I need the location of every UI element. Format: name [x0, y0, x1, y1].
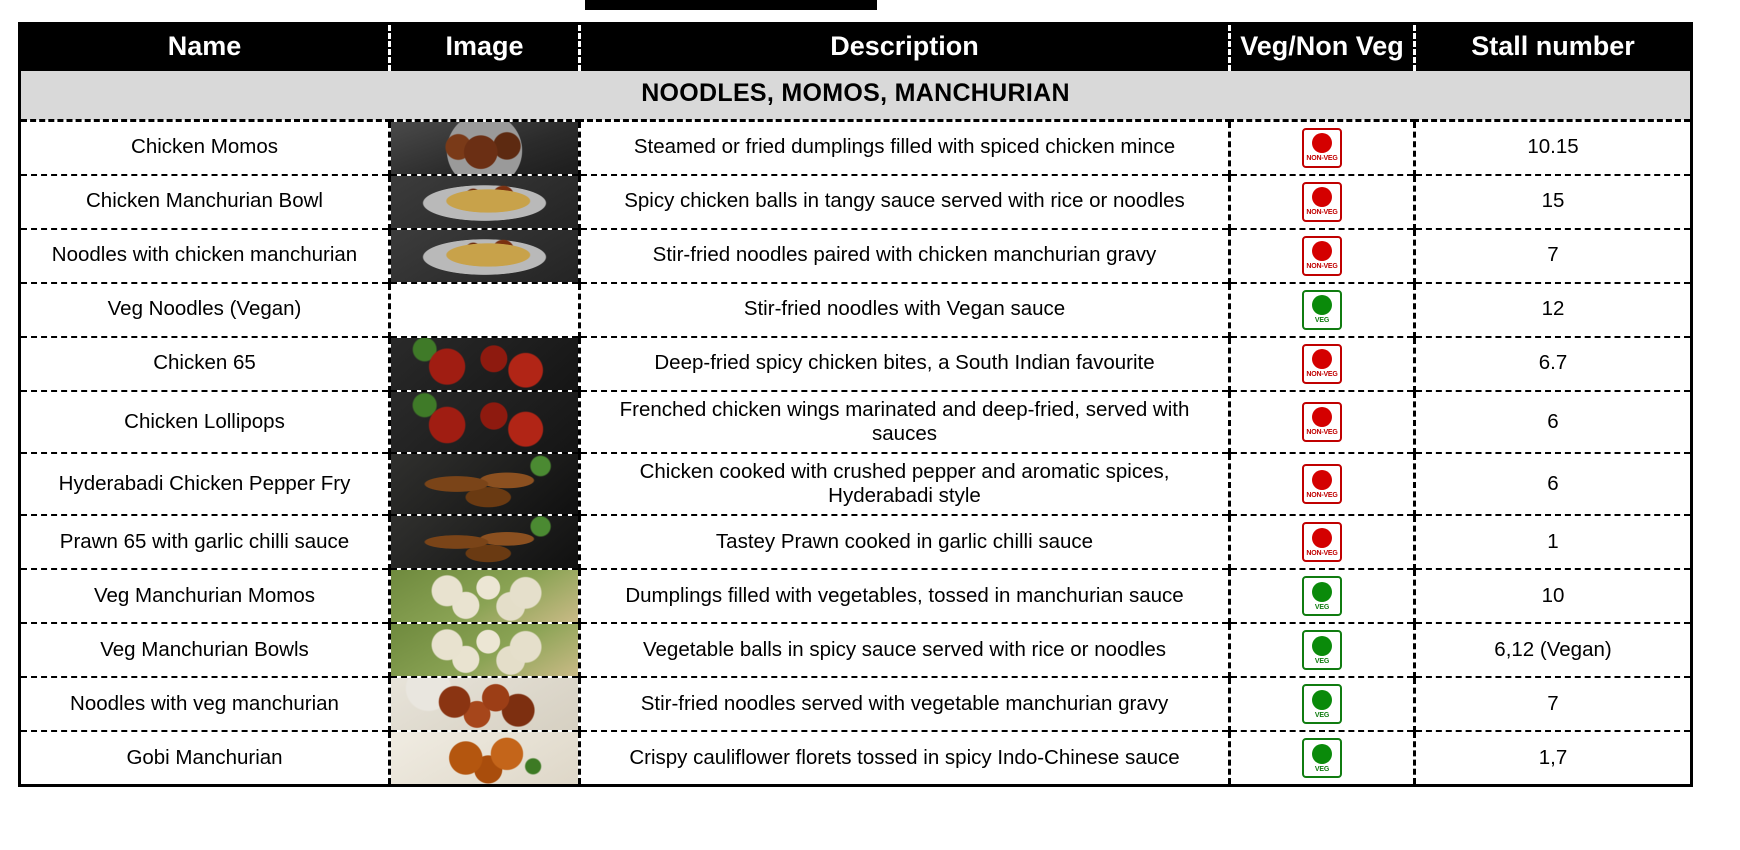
veg-indicator-dot: [1312, 349, 1332, 369]
non-veg-icon: [1302, 522, 1342, 562]
non-veg-icon: [1302, 344, 1342, 384]
cell-item-image: [390, 731, 580, 786]
cell-item-name: Veg Manchurian Bowls: [20, 623, 390, 677]
cell-item-name: Chicken Momos: [20, 120, 390, 175]
cell-veg-indicator: [1230, 453, 1415, 515]
cell-veg-indicator: [1230, 175, 1415, 229]
menu-table: [18, 22, 1693, 787]
cell-veg-indicator: [1230, 337, 1415, 391]
veg-indicator-dot: [1312, 636, 1332, 656]
chicken-manchurian-noodles-photo: [391, 176, 578, 228]
non-veg-icon: [1302, 402, 1342, 442]
cell-item-image: [390, 569, 580, 623]
cell-item-description: Vegetable balls in spicy sauce served with rice or noodles: [580, 623, 1230, 677]
cell-item-name: Noodles with veg manchurian: [20, 677, 390, 731]
veg-indicator-label: VEG: [1314, 317, 1330, 324]
cell-item-description: Spicy chicken balls in tangy sauce served with rice or noodles: [580, 175, 1230, 229]
cell-item-image: [390, 623, 580, 677]
cell-veg-indicator: [1230, 283, 1415, 337]
veg-indicator-dot: [1312, 528, 1332, 548]
table-row: [20, 337, 1692, 391]
cell-item-name: Veg Manchurian Momos: [20, 569, 390, 623]
cell-stall-number: 1,7: [1538, 746, 1568, 770]
veg-indicator-label: NON-VEG: [1306, 263, 1338, 270]
cell-item-description: Frenched chicken wings marinated and deep-fried, served with sauces: [580, 391, 1230, 453]
veg-indicator-dot: [1312, 241, 1332, 261]
cell-item-description: Dumplings filled with vegetables, tossed in manchurian sauce: [580, 569, 1230, 623]
section-header-row: [20, 71, 1692, 120]
cell-veg-indicator: [1230, 515, 1415, 569]
chicken-lollipops-photo: [391, 392, 578, 452]
table-row: [20, 453, 1692, 515]
column-header-image: Image: [390, 24, 580, 72]
cell-stall-number: 12: [1415, 283, 1692, 337]
cell-stall-number: 7: [1415, 677, 1692, 731]
non-veg-icon: [1302, 236, 1342, 276]
cell-item-image: [390, 391, 580, 453]
veg-icon: [1302, 290, 1342, 330]
table-row: [20, 623, 1692, 677]
table-row: [20, 229, 1692, 283]
cell-item-image: [390, 515, 580, 569]
cell-item-name: Veg Noodles (Vegan): [20, 283, 390, 337]
prawn-65-photo: [391, 516, 578, 568]
veg-indicator-dot: [1312, 407, 1332, 427]
section-title: NOODLES, MOMOS, MANCHURIAN: [20, 71, 1692, 120]
hyderabadi-chicken-pepper-fry-photo: [391, 454, 578, 514]
non-veg-icon: [1302, 128, 1342, 168]
cell-item-description: Stir-fried noodles served with vegetable manchurian gravy: [580, 677, 1230, 731]
column-header-veg-nonveg: Veg/Non Veg: [1230, 24, 1415, 72]
veg-indicator-label: VEG: [1314, 711, 1330, 719]
veg-icon: [1302, 738, 1342, 778]
table-row: [20, 677, 1692, 731]
veg-manchurian-bowl-photo: [391, 624, 578, 676]
cell-item-name: Chicken Lollipops: [20, 391, 390, 453]
table-row: [20, 283, 1692, 337]
veg-manchurian-momos-photo: [391, 570, 578, 622]
veg-indicator-label: VEG: [1314, 765, 1330, 773]
veg-indicator-dot: [1312, 295, 1332, 315]
veg-icon: [1302, 630, 1342, 670]
cell-item-image: [390, 453, 580, 515]
veg-indicator-dot: [1312, 582, 1332, 602]
veg-indicator-label: NON-VEG: [1306, 549, 1338, 557]
table-row: [20, 731, 1692, 786]
cell-item-image: [390, 120, 580, 175]
cell-item-name: Noodles with chicken manchurian: [20, 229, 390, 283]
cell-veg-indicator: [1230, 623, 1415, 677]
veg-indicator-dot: [1312, 187, 1332, 207]
table-row: [20, 120, 1692, 175]
header-row: [20, 24, 1692, 72]
veg-indicator-dot: [1312, 470, 1332, 490]
cell-item-description: Stir-fried noodles with Vegan sauce: [580, 283, 1230, 337]
table-body: [20, 71, 1692, 786]
cell-stall-number: 10.15: [1415, 120, 1692, 175]
column-header-description: Description: [580, 24, 1230, 72]
cell-stall-number: 6.7: [1415, 337, 1692, 391]
cell-item-name: Prawn 65 with garlic chilli sauce: [20, 515, 390, 569]
veg-indicator-dot: [1312, 133, 1332, 153]
top-black-bar: [585, 0, 877, 10]
cell-stall-number: 7: [1415, 229, 1692, 283]
cell-item-description: Chicken cooked with crushed pepper and aromatic spices, Hyderabadi style: [580, 453, 1230, 515]
cell-item-image: [390, 229, 580, 283]
cell-item-description: Deep-fried spicy chicken bites, a South Indian favourite: [580, 337, 1230, 391]
cell-item-description: Stir-fried noodles paired with chicken manchurian gravy: [580, 229, 1230, 283]
cell-veg-indicator: [1230, 731, 1415, 786]
cell-item-image: [390, 175, 580, 229]
veg-indicator-label: NON-VEG: [1306, 155, 1338, 162]
cell-item-image: [390, 677, 580, 731]
cell-item-name: Chicken 65: [20, 337, 390, 391]
table-row: [20, 391, 1692, 453]
table-row: [20, 175, 1692, 229]
menu-table-container: [18, 22, 1690, 787]
cell-veg-indicator: [1230, 120, 1415, 175]
cell-stall-number: 15: [1415, 175, 1692, 229]
chicken-momos-photo: [391, 122, 578, 174]
cell-veg-indicator: [1230, 677, 1415, 731]
cell-item-image: [390, 337, 580, 391]
veg-indicator-label: NON-VEG: [1306, 491, 1338, 499]
cell-stall-number: 6,12 (Vegan): [1415, 623, 1692, 677]
cell-item-name: Chicken Manchurian Bowl: [20, 175, 390, 229]
cell-item-name: Hyderabadi Chicken Pepper Fry: [20, 453, 390, 515]
non-veg-icon: [1302, 464, 1342, 504]
column-header-stall-number: Stall number: [1415, 24, 1692, 72]
table-header: [20, 24, 1692, 72]
cell-stall-number: 6: [1415, 391, 1692, 453]
veg-icon: [1302, 576, 1342, 616]
non-veg-icon: [1302, 182, 1342, 222]
cell-veg-indicator: [1230, 391, 1415, 453]
cell-item-name: Gobi Manchurian: [20, 731, 390, 786]
veg-indicator-label: NON-VEG: [1306, 429, 1338, 437]
cell-veg-indicator: [1230, 569, 1415, 623]
table-row: [20, 569, 1692, 623]
cell-item-description: Crispy cauliflower florets tossed in spicy Indo-Chinese sauce: [580, 731, 1230, 786]
cell-item-description: Steamed or fried dumplings filled with spiced chicken mince: [580, 120, 1230, 175]
cell-item-image: [390, 283, 580, 337]
cell-stall-number: 10: [1415, 569, 1692, 623]
no-image: [391, 284, 578, 336]
veg-indicator-label: NON-VEG: [1306, 209, 1338, 216]
veg-icon: [1302, 684, 1342, 724]
cell-stall-number: 1: [1415, 515, 1692, 569]
veg-indicator-dot: [1312, 744, 1332, 764]
column-header-name: Name: [20, 24, 390, 72]
chicken-65-photo: [391, 338, 578, 390]
veg-indicator-label: VEG: [1314, 657, 1330, 665]
veg-indicator-dot: [1312, 690, 1332, 710]
cell-veg-indicator: [1230, 229, 1415, 283]
table-row: [20, 515, 1692, 569]
cell-stall-number: 6: [1415, 453, 1692, 515]
cell-item-description: Tastey Prawn cooked in garlic chilli sauce: [580, 515, 1230, 569]
gobi-manchurian-photo: [391, 732, 578, 784]
veg-indicator-label: NON-VEG: [1306, 371, 1338, 378]
noodles-chicken-manchurian-photo: [391, 230, 578, 282]
noodles-veg-manchurian-photo: [391, 678, 578, 730]
veg-indicator-label: VEG: [1314, 603, 1330, 611]
